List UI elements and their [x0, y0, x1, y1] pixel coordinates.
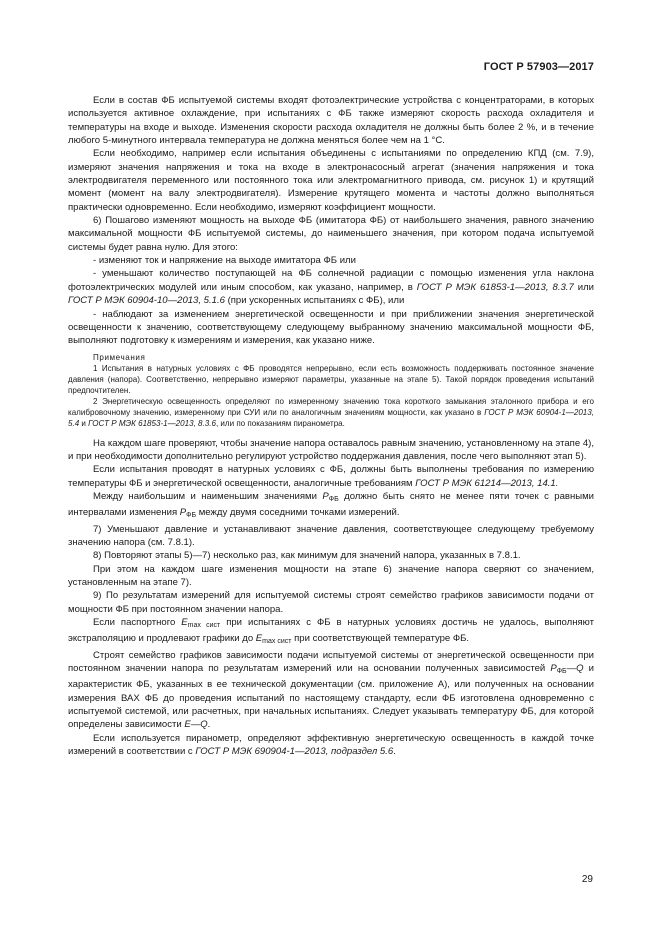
- standard-reference: ГОСТ Р МЭК 60904-1—2013, 5.4: [68, 407, 594, 428]
- symbol-e: E: [181, 617, 188, 628]
- list-item: - уменьшают количество поступающей на ФБ солнечной радиации с помощью изменения угла наклона фотоэлектрических модулей или иным способом, как указано, например, в ГОСТ Р МЭК 61853-1—2013, 8.3.7 или ГОСТ Р МЭК 60904-10—2013, 5.1.6 (при ускоренных испытаниях с ФБ), или: [68, 268, 594, 307]
- paragraph: 6) Пошагово изменяют мощность на выходе ФБ (имитатора ФБ) от наибольшего значения, равного значению максимальной мощности ФБ испытуемой системы, до наименьшего значения, при котором подача испытуемой системы будет равна нулю. Для этого:: [68, 215, 594, 253]
- standard-reference: ГОСТ Р МЭК 61853-1—2013, 8.3.7: [416, 281, 574, 293]
- paragraph: Если необходимо, например если испытания объединены с испытаниями по определению КПД (см. 7.9), измеряют значения напряжения и тока на входе в электронасосный агрегат (значения напряжения и тока электродвигателя переменного или постоянного тока или электромагнитного привода, см. рисунок 1) и крутящий момент (момент на валу электродвигателя). Измерение крутящего момента и частоты должно выполняться практически одновременно. Если необходимо, измеряют коэффициент мощности.: [68, 148, 594, 213]
- paragraph: 9) По результатам измерений для испытуемой системы строят семейство графиков зависимости подачи от мощности ФБ при постоянном значении напора.: [68, 590, 594, 615]
- symbol-subscript: ФБ: [186, 512, 197, 520]
- standard-reference: ГОСТ Р МЭК 690904-1—2013, подраздел 5.6: [195, 746, 394, 758]
- symbol-subscript: ФБ: [328, 495, 339, 503]
- paragraph: Если в состав ФБ испытуемой системы входят фотоэлектрические устройства с концентраторами, в которых используется активное охлаждение, при испытаниях с ФБ также измеряют скорость расхода охладителя и температуры на входе и выходе. Изменения скорости расхода охладителя не должны быть более 2 %, и в течение любого 5-минутного интервала температура не должна меняться более чем на 1 °С.: [68, 95, 594, 147]
- paragraph: Если используется пиранометр, определяют эффективную энергетическую освещенность в каждой точке измерений в соответствии с ГОСТ Р МЭК 690904-1—2013, подраздел 5.6.: [68, 732, 594, 758]
- note: 2 Энергетическую освещенность определяют по измеренному значению тока короткого замыкания эталонного прибора и его калибровочному значению, измеренному при СУИ или по аналогичным значениям мощности, как указано в ГОСТ Р МЭК 60904-1—2013, 5.4 и ГОСТ Р МЭК 61853-1—2013, 8.3.6, или по показаниям пиранометра.: [68, 396, 594, 428]
- document-header: ГОСТ Р 57903—2017: [483, 61, 594, 73]
- paragraph: При этом на каждом шаге изменения мощности на этапе 6) значение напора сверяют со значением, установленным на этапе 7).: [68, 563, 594, 588]
- standard-reference: ГОСТ Р МЭК 61214—2013, 14.1.: [415, 477, 559, 489]
- symbol-e: E: [255, 633, 263, 645]
- standard-reference: ГОСТ Р МЭК 61853-1—2013, 8.3.6: [88, 418, 216, 428]
- symbol-q: Q: [576, 663, 584, 675]
- paragraph: Если паспортного $E_{max сист}$ при испытаниях с ФБ в натурных условиях достичь не удалось, выполняют экстраполяцию и продлевают графики до $E_{max сист}$ при соответствующей температуре ФБ.: [68, 617, 594, 646]
- note: 1 Испытания в натурных условиях с ФБ проводятся непрерывно, если есть возможность поддерживать постоянное значение давления (напора). Соответственно, непрерывно измеряют параметры, указанные на этапе 5). Такой порядок проведения испытаний предпочтителен.: [68, 363, 594, 395]
- paragraph: На каждом шаге проверяют, чтобы значение напора оставалось равным значению, установленному на этапе 4), и при необходимости дополнительно регулируют устройство поддержания давления, после чего выполняют этап 5).: [68, 437, 594, 462]
- symbol-p: P: [179, 507, 187, 519]
- document-body: [68, 94, 594, 758]
- notes-heading: Примечания: [93, 352, 146, 362]
- symbol-subscript: max сист: [187, 622, 221, 629]
- paragraph: Если испытания проводят в натурных условиях с ФБ, должны быть выполнены требования по измерению температуры ФБ и энергетической освещенности, аналогичные требованиям ГОСТ Р МЭК 61214—2013, 14.1.: [68, 464, 594, 489]
- symbol-eq: E—Q: [184, 719, 208, 731]
- symbol-subscript: ФБ: [556, 668, 567, 676]
- standard-reference: ГОСТ Р МЭК 60904-10—2013, 5.1.6: [68, 295, 225, 307]
- paragraph: Между наибольшим и наименьшим значениями $P_{ФБ}$ должно быть снято не менее пяти точек с равными интервалами изменения $P_{ФБ}$ между двумя соседними точками измерений.: [68, 490, 594, 520]
- list-item: - наблюдают за изменением энергетической освещенности и при приближении значения энергетической освещенности к значению, соответствующему следующему выбранному значению максимальной мощности ФБ, выполняют подготовку к измерениям и измерения, как указано ниже.: [68, 308, 594, 347]
- paragraph: Строят семейство графиков зависимости подачи испытуемой системы от энергетической освещенности при постоянном значении напора по результатам измерений или на основании полученных зависимостей $P_{ФБ}—Q$ и характеристик ФБ, указанных в ее технической документации (см. приложение А), или полученных на основании измерения ВАХ ФБ до проведения испытаний по настоящему стандарту, если ФБ изготовлена одновременно с испытуемой системой, или расчетных, при начальных испытаниях. Следует указывать температуру ФБ, для которой определены зависимости E—Q.: [68, 649, 594, 731]
- symbol-p: P: [322, 490, 329, 502]
- page-number: 29: [581, 874, 593, 885]
- symbol-subscript: max сист: [262, 638, 292, 646]
- paragraph: 7) Уменьшают давление и устанавливают значение давления, соответствующее следующему требуемому значению напора (см. 7.8.1).: [68, 523, 594, 548]
- symbol-p: P: [550, 663, 557, 675]
- paragraph: 8) Повторяют этапы 5)—7) несколько раз, как минимум для значений напора, указанных в 7.8.1.: [93, 550, 521, 562]
- list-item: - изменяют ток и напряжение на выходе имитатора ФБ или: [93, 255, 356, 267]
